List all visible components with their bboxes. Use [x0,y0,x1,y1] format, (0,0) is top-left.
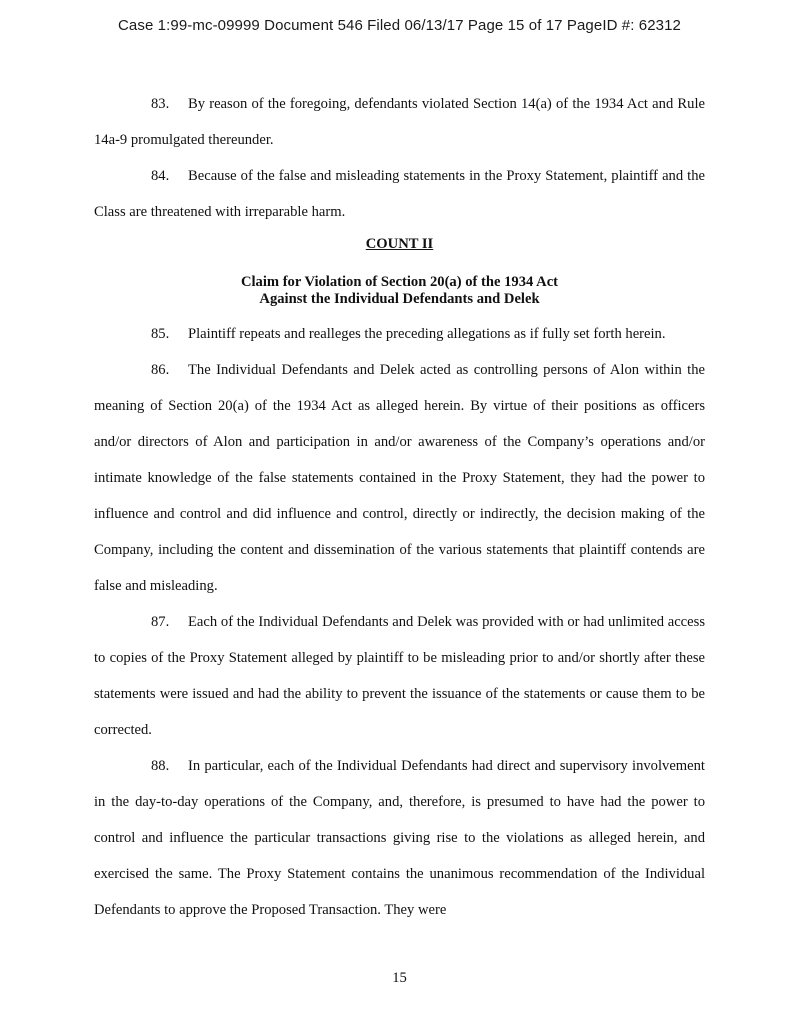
paragraph-text: The Individual Defendants and Delek acted as controlling persons of Alon within the meaning of Section 20(a) of the 1934 Act as alleged herein. By virtue of their positions as officers and/or directors of Alon and participation in and/or awareness of the Company’s operations and/or intimate knowledge of the false statements contained in the Proxy Statement, they had the power to influence and control and did influence and control, directly or indirectly, the decision making of the Company, including the content and dissemination of the various statements that plaintiff contends are false and misleading. [94,362,705,594]
paragraph-88 [94,748,705,928]
paragraph-85 [94,316,705,352]
paragraphs-after-count [94,316,705,928]
paragraph-86 [94,352,705,604]
paragraph-number: 86. [151,362,170,378]
paragraph-number: 87. [151,614,170,630]
count-heading: COUNT II [365,236,434,252]
paragraph-number: 84. [151,168,170,184]
claim-heading-line-1: Claim for Violation of Section 20(a) of the 1934 Act [240,274,559,290]
paragraph-number: 85. [151,326,170,342]
paragraph-text: Plaintiff repeats and realleges the preceding allegations as if fully set forth herein. [188,326,666,342]
paragraph-text: In particular, each of the Individual Defendants had direct and supervisory involvement in the day-to-day operations of the Company, and, therefore, is presumed to have had the power to control and influence the particular transactions giving rise to the violations as alleged herein, and exercised the same. The Proxy Statement contains the unanimous recommendation of the Individual Defendants to approve the Proposed Transaction. They were [94,758,705,918]
paragraph-83 [94,86,705,158]
paragraph-text: Because of the false and misleading statements in the Proxy Statement, plaintiff and the Class are threatened with irreparable harm. [94,168,705,220]
paragraph-number: 83. [151,96,170,112]
paragraph-text: Each of the Individual Defendants and Delek was provided with or had unlimited access to copies of the Proxy Statement alleged by plaintiff to be misleading prior to and/or shortly after these statements were issued and had the ability to prevent the issuance of the statements or cause them to be corrected. [94,614,705,738]
claim-heading [0,274,799,308]
paragraph-text: By reason of the foregoing, defendants violated Section 14(a) of the 1934 Act and Rule 14a-9 promulgated thereunder. [94,96,705,148]
page-number: 15 [392,970,407,986]
paragraphs-before-count [94,86,705,230]
paragraph-87 [94,604,705,748]
case-header: Case 1:99-mc-09999 Document 546 Filed 06/13/17 Page 15 of 17 PageID #: 62312 [118,17,681,34]
paragraph-84 [94,158,705,230]
claim-heading-line-2: Against the Individual Defendants and Delek [259,291,540,307]
paragraph-number: 88. [151,758,170,774]
